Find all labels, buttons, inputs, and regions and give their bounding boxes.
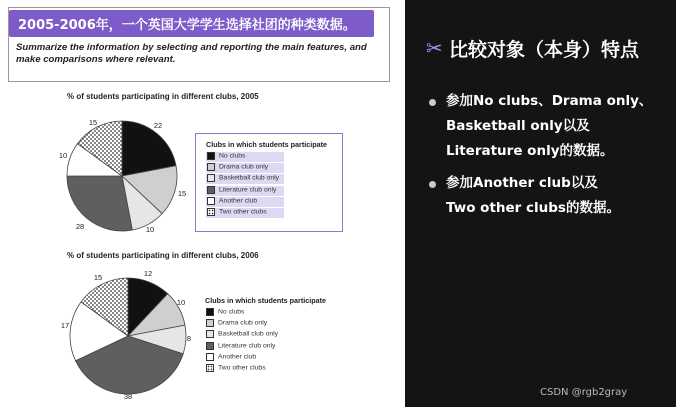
legend-label: Another club <box>219 197 258 205</box>
legend-label: Drama club only <box>219 163 269 171</box>
legend-item <box>205 342 278 352</box>
scissors-icon: ✂ <box>426 36 443 60</box>
task-instructions: Summarize the information by selecting and reporting the main features, and make comparisons where relevant. <box>16 42 367 65</box>
legend-item <box>205 353 278 363</box>
legend-2006 <box>195 290 341 390</box>
pie-value-label: 10 <box>176 298 186 307</box>
legend-swatch <box>207 152 215 160</box>
bullet-dot-icon <box>429 181 436 188</box>
pie-value-label: 8 <box>186 334 192 343</box>
note-line: Two other clubs的数据。 <box>446 200 620 216</box>
legend-item <box>206 208 284 218</box>
legend-swatch <box>206 364 214 372</box>
legend-2005-title: Clubs in which students participate <box>206 140 328 149</box>
legend-swatch <box>206 308 214 316</box>
notes-heading: 比较对象（本身）特点 <box>449 39 640 61</box>
legend-swatch <box>207 197 215 205</box>
legend-label: No clubs <box>219 152 246 160</box>
legend-swatch <box>207 208 215 216</box>
bullet-dot-icon <box>429 99 436 106</box>
note-line: Literature only的数据。 <box>446 143 614 159</box>
legend-label: Basketball club only <box>219 174 280 182</box>
legend-label: Literature club only <box>219 186 277 194</box>
legend-swatch <box>206 319 214 327</box>
legend-swatch <box>206 330 214 338</box>
legend-label: Another club <box>218 353 257 361</box>
note-line: Basketball only以及 <box>446 118 590 134</box>
legend-item <box>205 319 278 329</box>
note-line: 参加Another club以及 <box>446 175 598 191</box>
legend-2005-items <box>206 152 284 219</box>
note-line: 参加No clubs、Drama only、 <box>446 93 653 109</box>
pie-value-label: 15 <box>88 118 98 127</box>
legend-label: No clubs <box>218 308 245 316</box>
legend-item <box>206 186 284 196</box>
legend-label: Literature club only <box>218 342 276 350</box>
legend-2006-items <box>205 308 278 375</box>
legend-item <box>206 174 284 184</box>
legend-label: Two other clubs <box>218 364 266 372</box>
legend-swatch <box>207 174 215 182</box>
legend-swatch <box>206 353 214 361</box>
legend-item <box>206 197 284 207</box>
pie-value-label: 22 <box>153 121 163 130</box>
legend-label: Two other clubs <box>219 208 267 216</box>
legend-item <box>205 330 278 340</box>
pie-value-label: 12 <box>143 269 153 278</box>
legend-2005 <box>195 133 343 232</box>
pie-value-label: 10 <box>145 225 155 234</box>
pie-value-label: 17 <box>60 321 70 330</box>
chart-2006-title: % of students participating in different clubs, 2006 <box>67 251 259 260</box>
chart-2005-title: % of students participating in different clubs, 2005 <box>67 92 259 101</box>
legend-item <box>206 163 284 173</box>
pie-value-label: 15 <box>177 189 187 198</box>
legend-swatch <box>207 186 215 194</box>
pie-value-label: 15 <box>93 273 103 282</box>
legend-2006-title: Clubs in which students participate <box>205 296 327 305</box>
legend-swatch <box>206 342 214 350</box>
pie-value-label: 38 <box>123 392 133 401</box>
legend-label: Basketball club only <box>218 330 279 338</box>
pie-value-label: 10 <box>58 151 68 160</box>
slide-title: 2005-2006年，一个英国大学学生选择社团的种类数据。 <box>18 18 356 33</box>
legend-swatch <box>207 163 215 171</box>
legend-label: Drama club only <box>218 319 268 327</box>
legend-item <box>206 152 284 162</box>
legend-item <box>205 364 278 374</box>
legend-item <box>205 308 278 318</box>
pie-value-label: 28 <box>75 222 85 231</box>
notes-panel <box>405 0 676 407</box>
watermark: CSDN @rgb2gray <box>540 387 628 398</box>
